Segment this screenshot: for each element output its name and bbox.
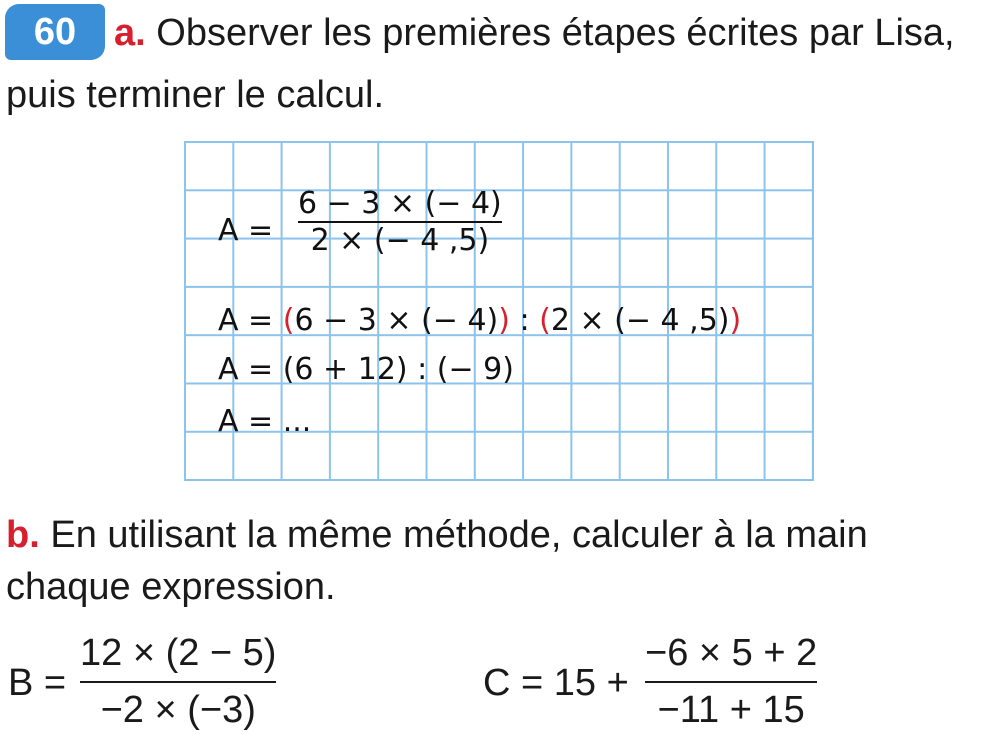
step2-inner-1: 6 − 3 × (− 4) <box>294 303 499 338</box>
step3-line: A = (6 + 12) : (− 9) <box>218 352 514 387</box>
step1-denominator: 2 × (− 4 ,5) <box>310 223 490 258</box>
part-a-instruction-line2: puis terminer le calcul. <box>6 74 385 116</box>
exercise-number: 60 <box>33 10 77 53</box>
exercise-number-badge <box>5 4 105 60</box>
step1-numerator: 6 − 3 × (− 4) <box>298 186 502 221</box>
expression-b-numerator: 12 × (2 − 5) <box>80 632 277 674</box>
expression-c-fraction <box>645 632 817 732</box>
step1-lhs: A = <box>218 213 274 248</box>
part-b-text-1: En utilisant la même méthode, calculer à la main <box>50 514 868 556</box>
part-a-instruction-line1 <box>114 12 955 55</box>
step2-line <box>218 303 741 338</box>
step2-close-paren-1: ) <box>498 303 510 338</box>
step2-colon: : <box>509 303 540 338</box>
part-b-instruction-line2: chaque expression. <box>6 566 336 608</box>
expression-b-denominator: −2 × (−3) <box>100 689 256 731</box>
step2-inner-2: 2 × (− 4 ,5) <box>550 303 730 338</box>
step4-line: A = ... <box>218 404 312 439</box>
part-a-text-1: Observer les premières étapes écrites par Lisa, <box>156 12 955 54</box>
expression-c-denominator: −11 + 15 <box>657 689 805 731</box>
expression-c-fraction-bar <box>645 681 817 683</box>
step2-open-paren-2: ( <box>539 303 551 338</box>
step2-open-paren-1: ( <box>282 303 295 338</box>
expression-c-lhs: C = 15 + <box>483 662 629 704</box>
part-a-label: a. <box>114 12 146 54</box>
step2-close-paren-2: ) <box>729 303 742 338</box>
expression-b-fraction-bar <box>80 681 276 683</box>
expression-b-fraction <box>80 632 276 732</box>
part-b-instruction-line1 <box>6 514 868 557</box>
expression-c-numerator: −6 × 5 + 2 <box>645 632 818 674</box>
part-b-label: b. <box>6 514 40 556</box>
expression-b-lhs: B = <box>8 662 67 704</box>
step2-lhs: A = <box>218 303 274 338</box>
step1-fraction <box>298 186 502 258</box>
